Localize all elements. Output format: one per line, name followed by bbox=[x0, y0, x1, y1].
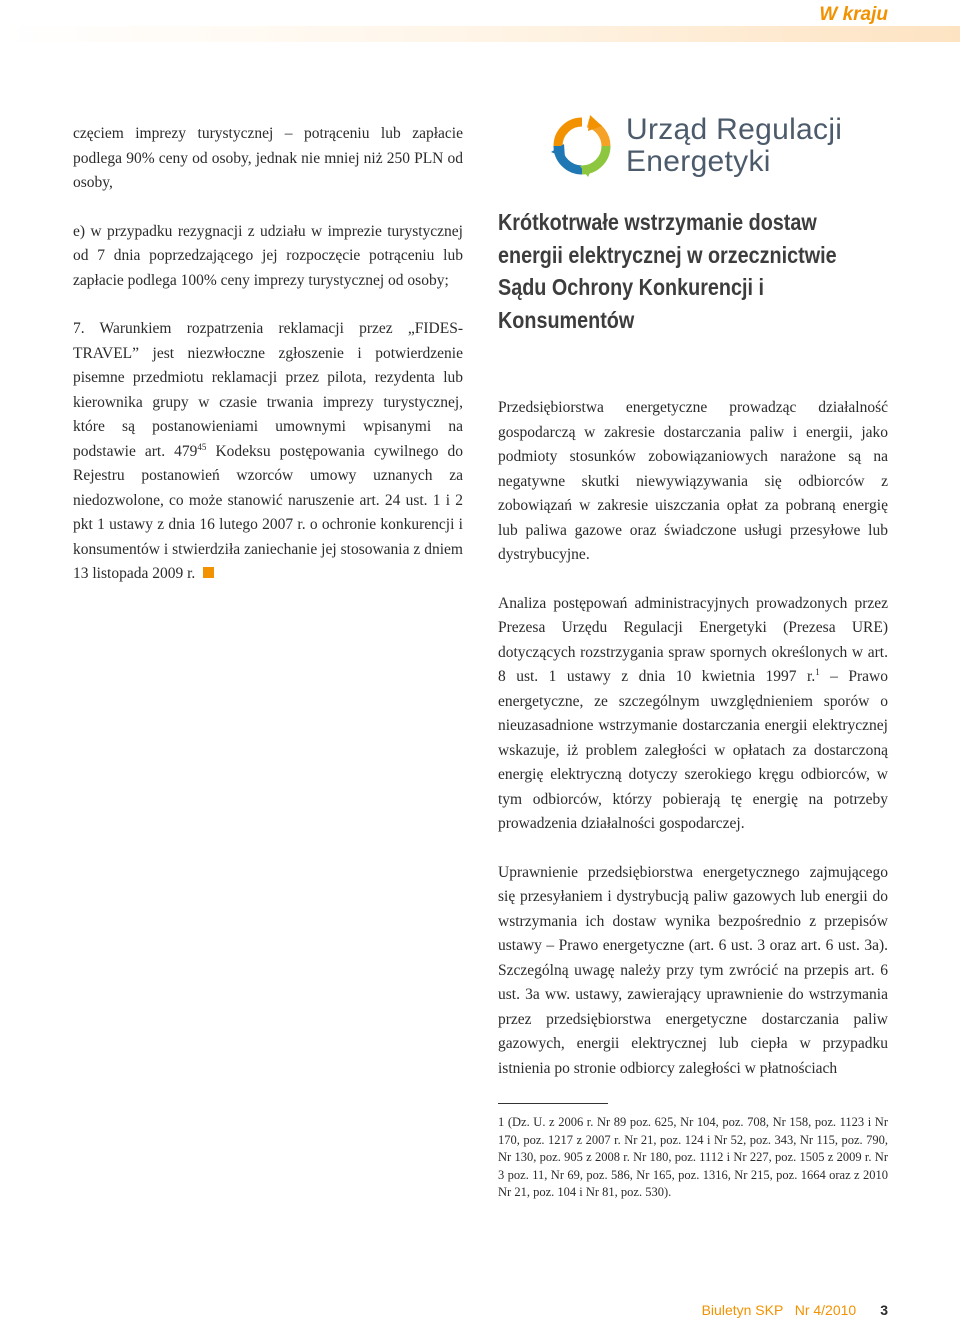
ure-logo-icon bbox=[550, 114, 614, 178]
left-paragraph-2: e) w przypadku rezygnacji z udziału w imprezie turystycznej od 7 dnia poprzedzającego jej rozpoczęcie potrąceniu lub zapłacie podlega 100% ceny imprezy turystycznej od osoby; bbox=[73, 222, 463, 289]
footnote-reference: 1 bbox=[815, 666, 820, 677]
left-paragraph-3-text-b: Kodeksu postępowania cywilnego do Rejestru postanowień wzorców umowy uznanych za niedozwolone, co może stanowić naruszenie art. 24 ust. 1 i 2 pkt 1 ustawy z dnia 16 lutego 2007 r. o ochronie konkurencji i konsumentów i stwierdziła zaniechanie jej stosowania z dniem 13 listopada 2009 r. bbox=[73, 442, 463, 582]
page-number: 3 bbox=[880, 1302, 888, 1318]
left-paragraph-3 bbox=[73, 317, 463, 587]
right-paragraph-3: Uprawnienie przedsiębiorstwa energetycznego zajmującego się przesyłaniem i dystrybucją paliw gazowych lub energii do wstrzymania ich dostaw wynika bezpośrednio z przepisów ustawy – Prawo energetyczne (art. 6 ust. 3 oraz art. 6 ust. 3a). Szczególną uwagę należy przy tym zwrócić na przepis art. 6 ust. 3a ww. ustawy, zawierający uprawnienie do wstrzymania przez przedsiębiorstwa energetyczne dostarczania paliw gazowych, energii elektrycznej lub ciepła w przypadku istnienia po stronie odbiorcy zaległości w płatnościach bbox=[498, 863, 888, 1077]
end-mark-icon bbox=[203, 567, 214, 578]
header-bar bbox=[0, 26, 960, 42]
page-footer bbox=[702, 1302, 888, 1318]
left-paragraph-1: częciem imprezy turystycznej – potrąceniu lub zapłacie podlega 90% ceny od osoby, jednak nie mniej niż 250 PLN od osoby, bbox=[73, 125, 463, 191]
footnote-divider bbox=[498, 1103, 608, 1104]
section-label: W kraju bbox=[819, 4, 888, 25]
footnote: 1 (Dz. U. z 2006 r. Nr 89 poz. 625, Nr 104, poz. 708, Nr 158, poz. 1123 i Nr 170, poz. 1217 z 2007 r. Nr 21, poz. 124 i Nr 52, poz. 343, Nr 115, poz. 790, Nr 130, poz. 905 z 2008 r. Nr 180, poz. 1112 i Nr 227, poz. 1505 z 2009 r. Nr 3 poz. 11, Nr 69, poz. 586, Nr 165, poz. 1316, Nr 215, poz. 1664 oraz z 2010 Nr 21, poz. 104 i Nr 81, poz. 530). bbox=[498, 1115, 888, 1199]
right-paragraph-2 bbox=[498, 592, 888, 837]
ure-logo bbox=[550, 108, 888, 184]
left-column bbox=[73, 122, 463, 587]
logo-line-2: Energetyki bbox=[626, 145, 771, 178]
right-paragraph-2-text-a: Analiza postępowań administracyjnych prowadzonych przez Prezesa Urzędu Regulacji Energetyki (Prezesa URE) dotyczących rozstrzygania spraw spornych określonych w art. 8 ust. 1 ustawy z dnia 10 kwietnia 1997 r. bbox=[498, 594, 888, 685]
right-paragraph-1: Przedsiębiorstwa energetyczne prowadząc działalność gospodarczą w zakresie dostarczania paliw i energii, jako podmioty stosunków zobowiązaniowych narażone są na negatywne skutki niewywiązywania się odbiorców z zobowiązań w zakresie uiszczania opłat za pobraną energię lub paliwa gazowe oraz świadczone usługi przesyłowe lub dystrybucyjne. bbox=[498, 399, 888, 563]
right-column bbox=[498, 108, 888, 1202]
left-paragraph-3-text-a: 7. Warunkiem rozpatrzenia reklamacji przez „FIDES-TRAVEL” jest niezwłoczne zgłoszenie i potwierdzenie pisemne przedmiotu reklamacji przez pilota, rezydenta lub kierownika grupy w czasie trwania imprezy turystycznej, które są postanowieniami umownymi wpisanymi na podstawie art. 479 bbox=[73, 320, 463, 460]
right-paragraph-2-text-b: – Prawo energetyczne, ze szczególnym uwzględnieniem sporów o nieuzasadnione wstrzymanie dostarczania energii elektrycznej wskazuje, iż problem zaległości w opłatach za dostarczoną energię elektryczną dotyczy szerokiego kręgu odbiorców, w tym odbiorców, którzy pobierają tę energię na potrzeby prowadzenia działalności gospodarczej. bbox=[498, 668, 888, 832]
ure-logo-text bbox=[626, 114, 842, 178]
left-paragraph-3-superscript: 45 bbox=[197, 441, 207, 452]
publication-name: Biuletyn SKP Nr 4/2010 bbox=[701, 1302, 857, 1318]
article-headline: Krótkotrwałe wstrzymanie dostaw energii elektrycznej w orzecznictwie Sądu Ochrony Konkurencji i Konsumentów bbox=[498, 209, 837, 333]
logo-line-1: Urząd Regulacji bbox=[626, 113, 843, 146]
